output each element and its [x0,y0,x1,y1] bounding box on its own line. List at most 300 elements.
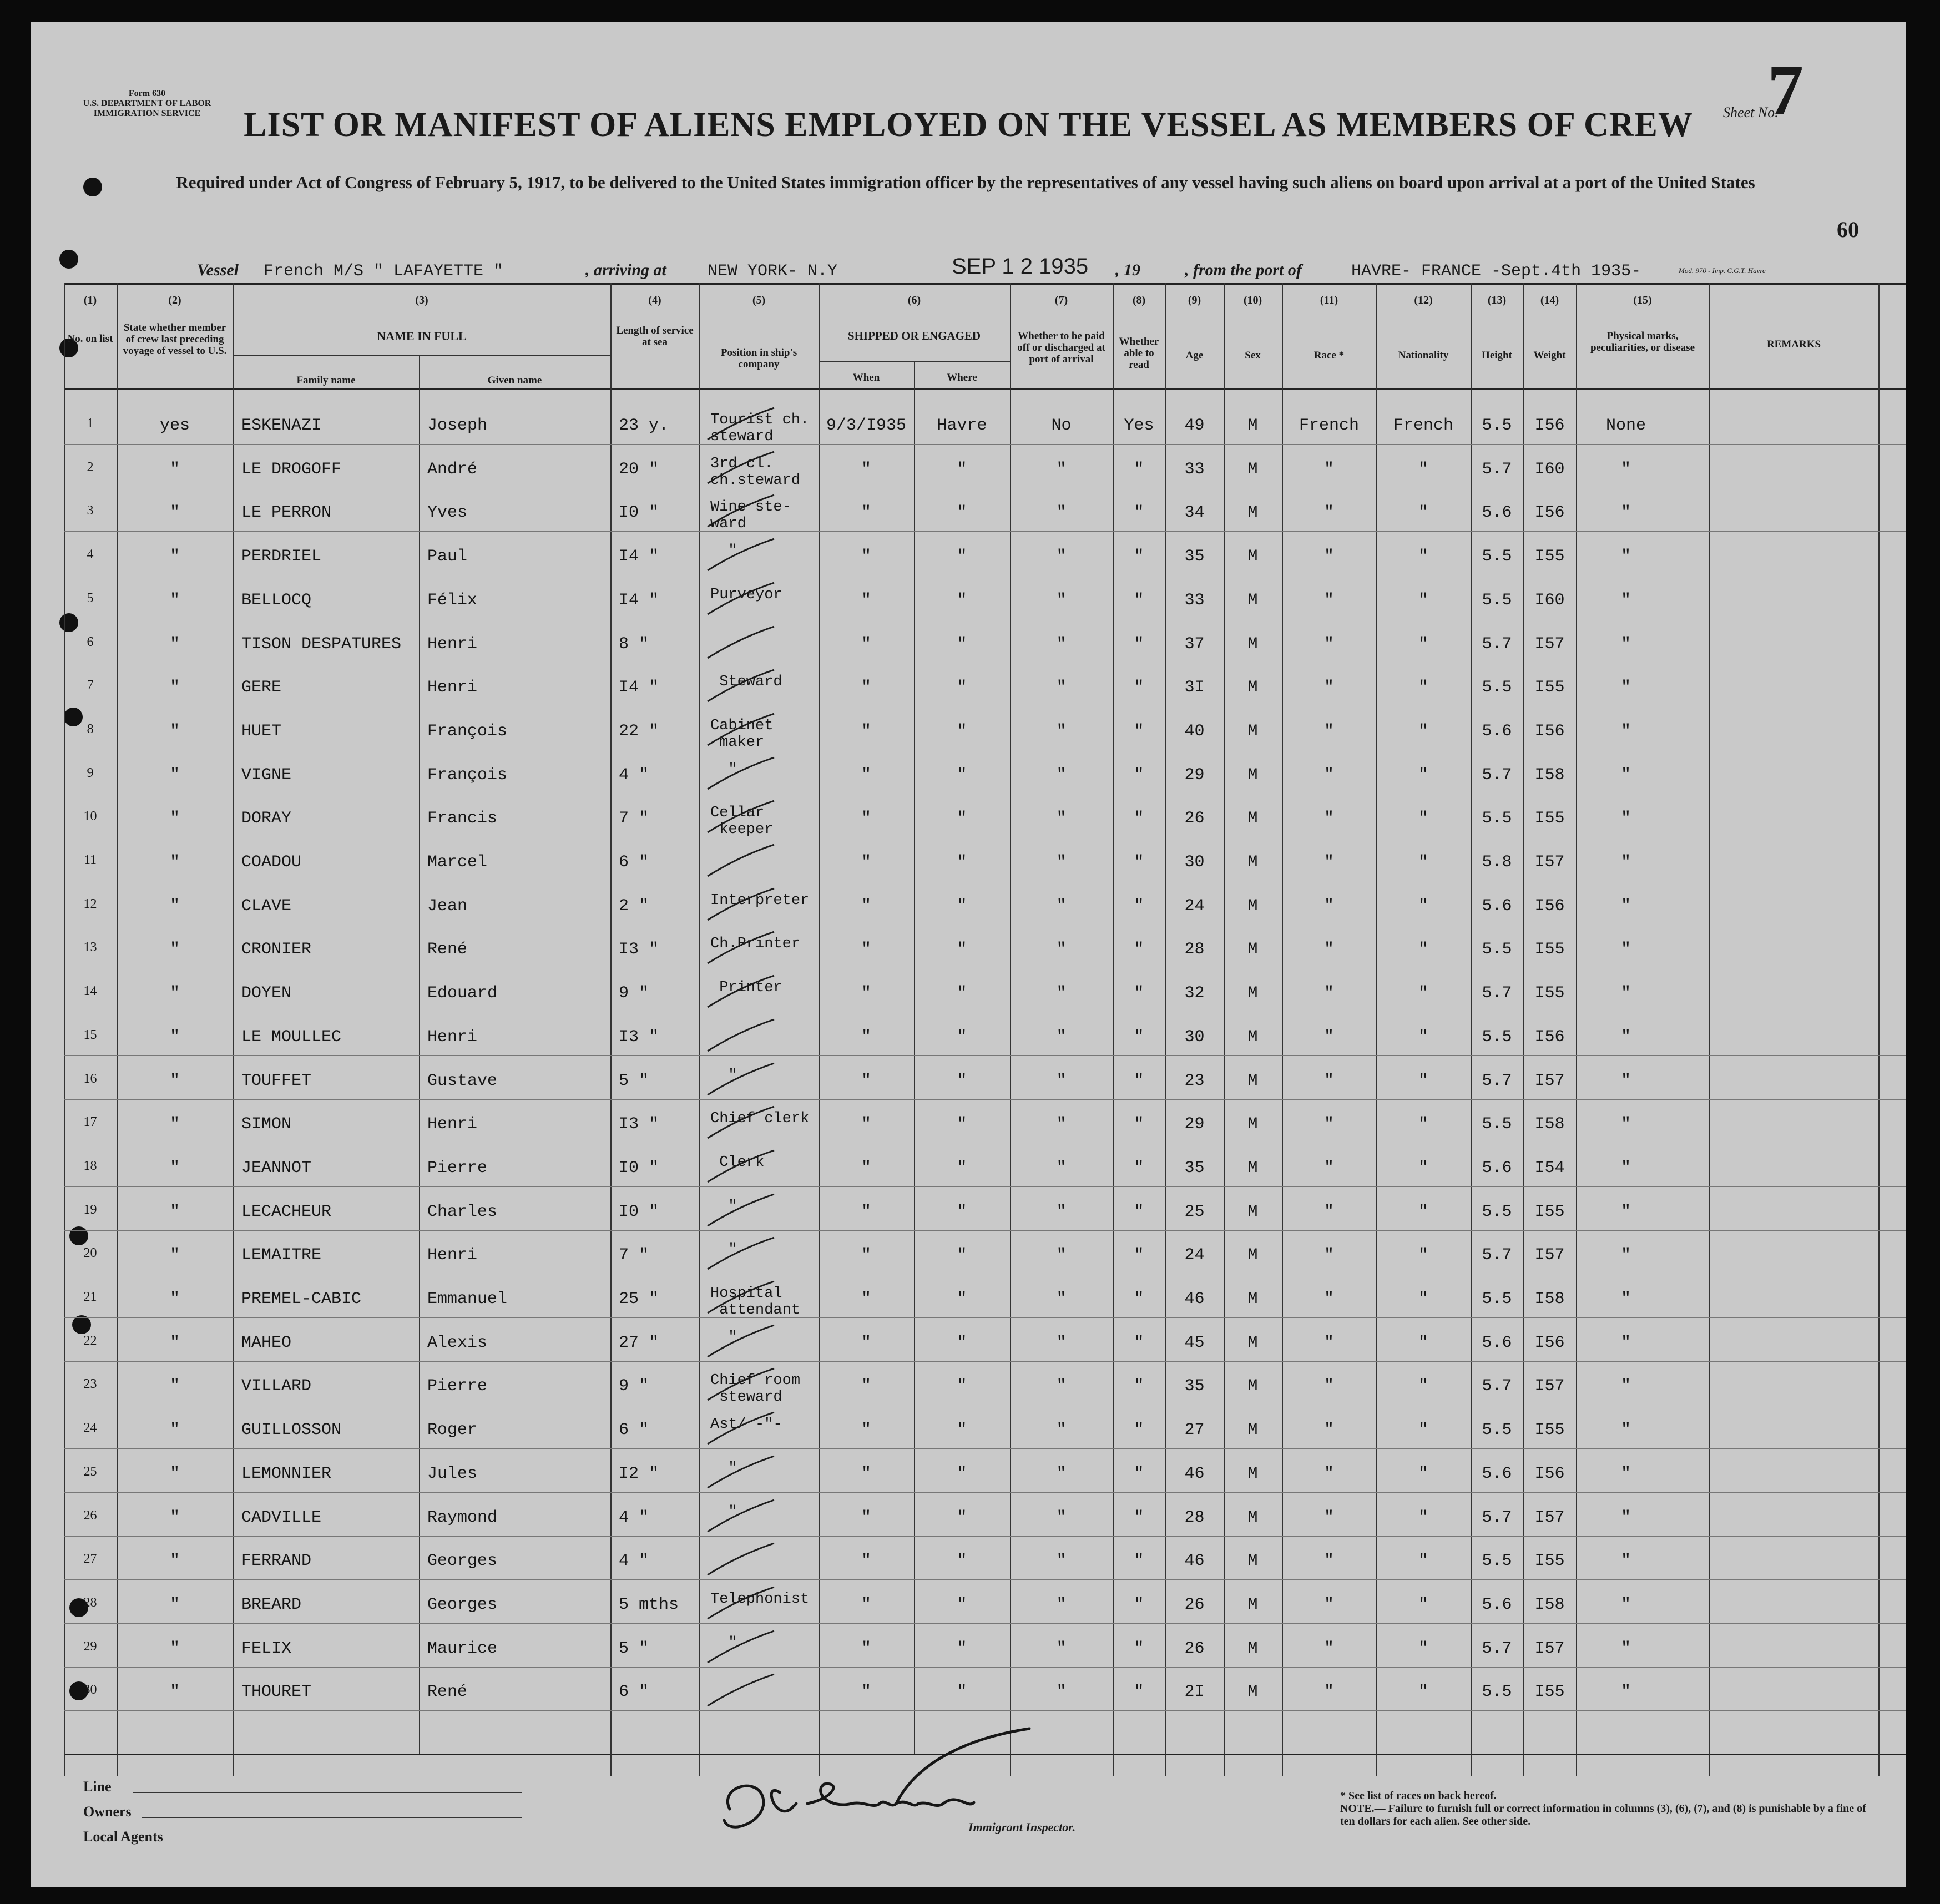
grid-line [699,283,700,1776]
paid-off-cell: " [1056,940,1067,959]
weight-cell: I56 [1534,1027,1565,1047]
race-cell: " [1323,940,1334,959]
service-length-cell: 2 " [619,896,649,916]
family-name-cell: LE MOULLEC [241,1027,342,1047]
nationality-cell: " [1418,1421,1428,1440]
col-header-read: Whether able to read [1119,336,1159,371]
age-cell: 46 [1184,1290,1205,1309]
weight-cell: I55 [1534,1552,1565,1571]
nationality-cell: " [1418,1639,1428,1658]
weight-cell: I56 [1534,1333,1565,1352]
sex-cell: M [1247,1552,1258,1571]
service-length-cell: I4 " [619,547,659,567]
check-mark-icon [705,842,777,881]
previous-voyage-cell: " [169,1639,180,1658]
row-number-cell: 16 [83,1071,97,1086]
nationality-cell: " [1418,1683,1428,1702]
shipped-where-cell: " [957,459,967,479]
row-rule [64,1055,1906,1056]
able-to-read-cell: " [1134,1595,1144,1614]
row-number-cell: 5 [87,590,94,605]
shipped-when-cell: " [861,896,871,916]
shipped-where-cell: " [957,1552,967,1571]
race-cell: " [1323,1202,1334,1221]
race-cell: " [1323,590,1334,610]
sex-cell: M [1247,940,1258,959]
service-length-cell: 4 " [619,1508,649,1527]
height-cell: 5.6 [1482,1595,1512,1614]
position-cell: Chief room steward [710,1372,801,1406]
nationality-cell: " [1418,765,1428,785]
paid-off-cell: " [1056,1639,1067,1658]
given-name-cell: Henri [427,1246,478,1265]
service-length-cell: 27 " [619,1333,659,1352]
col-header-nationality: Nationality [1398,350,1449,361]
grid-line [610,283,612,1776]
sex-cell: M [1247,1464,1258,1483]
height-cell: 5.5 [1482,590,1512,610]
shipped-where-cell: " [957,1421,967,1440]
race-note: * See list of races on back hereof. [1340,1790,1497,1802]
nationality-cell: " [1418,1290,1428,1309]
shipped-where-cell: " [957,678,967,698]
age-cell: 24 [1184,896,1205,916]
nationality-cell: " [1418,809,1428,829]
paid-off-cell: " [1056,1158,1067,1178]
physical-marks-cell: " [1620,1246,1631,1265]
paid-off-cell: " [1056,547,1067,567]
physical-marks-cell: " [1620,1027,1631,1047]
able-to-read-cell: " [1134,896,1144,916]
grid-line [1709,283,1710,1776]
manifest-sheet [31,22,1906,1887]
age-cell: 33 [1184,459,1205,479]
able-to-read-cell: " [1134,1158,1144,1178]
shipped-where-cell: " [957,1377,967,1396]
shipped-when-cell: " [861,1464,871,1483]
service-length-cell: 20 " [619,459,659,479]
given-name-cell: Joseph [427,416,488,435]
sex-cell: M [1247,459,1258,479]
race-cell: " [1323,1071,1334,1090]
shipped-where-cell: " [957,721,967,741]
service-length-cell: 5 " [619,1071,649,1090]
race-cell: " [1323,1639,1334,1658]
race-cell: " [1323,1595,1334,1614]
col-header-height: Height [1482,350,1512,361]
age-cell: 35 [1184,1377,1205,1396]
shipped-where-cell: " [957,1071,967,1090]
check-mark-icon [705,755,777,794]
physical-marks-cell: " [1620,503,1631,523]
col-header-paid-off: Whether to be paid off or discharged at port of arrival [1017,330,1105,365]
shipped-when-cell: " [861,547,871,567]
service-length-cell: 6 " [619,853,649,872]
shipped-where-cell: " [957,1683,967,1702]
shipped-when-cell: " [861,1246,871,1265]
col-header-sex: Sex [1245,350,1261,361]
penalty-note: NOTE.— Failure to furnish full or correct information in columns (3), (6), (7), and (8) is punishable by a fine of ten dollars for each alien. See other side. [1340,1802,1866,1827]
race-cell: " [1323,853,1334,872]
weight-cell: I55 [1534,809,1565,829]
nationality-cell: " [1418,1202,1428,1221]
check-mark-icon [705,1671,777,1710]
shipped-where-cell: " [957,590,967,610]
weight-cell: I55 [1534,547,1565,567]
position-cell: Ch.Printer [710,936,801,953]
shipped-when-cell: " [861,984,871,1003]
row-rule [64,1099,1906,1100]
weight-cell: I56 [1534,1464,1565,1483]
physical-marks-cell: " [1620,459,1631,479]
nationality-cell: " [1418,1071,1428,1090]
check-mark-icon [705,1191,777,1230]
shipped-where-cell: " [957,1333,967,1352]
shipped-where-cell: " [957,547,967,567]
previous-voyage-cell: " [169,678,180,698]
race-cell: French [1299,416,1360,435]
paid-off-cell: " [1056,896,1067,916]
shipped-when-cell: " [861,809,871,829]
row-rule [64,1448,1906,1449]
row-number-cell: 13 [83,940,97,955]
col-header-given-name: Given name [487,375,542,386]
sex-cell: M [1247,1071,1258,1090]
previous-voyage-cell: " [169,721,180,741]
race-cell: " [1323,1158,1334,1178]
given-name-cell: Alexis [427,1333,488,1352]
sex-cell: M [1247,1158,1258,1178]
previous-voyage-cell: " [169,984,180,1003]
punch-hole [59,250,78,269]
shipped-when-cell: " [861,853,871,872]
col-number: (4) [648,294,661,306]
given-name-cell: Charles [427,1202,498,1221]
table-top-rule [64,283,1906,285]
col-header-shipped: SHIPPED OR ENGAGED [847,329,981,342]
height-cell: 5.5 [1482,1290,1512,1309]
weight-cell: I58 [1534,1115,1565,1134]
given-name-cell: Francis [427,809,498,829]
family-name-cell: DOYEN [241,984,292,1003]
page-subtitle: Required under Act of Congress of February 5, 1917, to be delivered to the United States immigration officer by the representatives of any vessel having such aliens on board upon arrival at a port of the United States [176,173,1755,192]
physical-marks-cell: " [1620,1639,1631,1658]
sex-cell: M [1247,1683,1258,1702]
grid-line [233,283,234,1776]
shipped-when-cell: " [861,1027,871,1047]
age-cell: 46 [1184,1464,1205,1483]
able-to-read-cell: " [1134,678,1144,698]
given-name-cell: Emmanuel [427,1290,508,1309]
sex-cell: M [1247,1421,1258,1440]
family-name-cell: GUILLOSSON [241,1421,342,1440]
sex-cell: M [1247,1290,1258,1309]
age-cell: 29 [1184,1115,1205,1134]
position-cell: 3rd cl. ch.steward [710,455,801,489]
age-cell: 45 [1184,1333,1205,1352]
check-mark-icon [705,1410,777,1448]
given-name-cell: Henri [427,1115,478,1134]
nationality-cell: " [1418,1027,1428,1047]
service-length-cell: 4 " [619,1552,649,1571]
nationality-cell: French [1393,416,1454,435]
family-name-cell: BELLOCQ [241,590,312,610]
row-rule [64,1230,1906,1231]
position-cell: " [710,1198,737,1215]
col-number: (14) [1540,294,1559,306]
nationality-cell: " [1418,1115,1428,1134]
shipped-where-cell: " [957,896,967,916]
shipped-where-cell: " [957,1158,967,1178]
height-cell: 5.6 [1482,721,1512,741]
weight-cell: I57 [1534,1246,1565,1265]
grid-line [914,361,915,1754]
previous-voyage-cell: yes [159,416,190,435]
family-name-cell: LE DROGOFF [241,459,342,479]
previous-voyage-cell: " [169,1333,180,1352]
shipped-where-cell: " [957,1027,967,1047]
arriving-port: NEW YORK- N.Y [708,262,838,281]
position-cell: " [710,1634,737,1652]
able-to-read-cell: " [1134,1639,1144,1658]
position-cell: Chief clerk [710,1110,810,1128]
service-length-cell: 6 " [619,1683,649,1702]
paid-off-cell: " [1056,590,1067,610]
able-to-read-cell: " [1134,1552,1144,1571]
given-name-cell: Maurice [427,1639,498,1658]
family-name-cell: SIMON [241,1115,292,1134]
given-name-cell: Jules [427,1464,478,1483]
paid-off-cell: " [1056,634,1067,654]
sex-cell: M [1247,590,1258,610]
check-mark-icon [705,929,777,968]
paid-off-cell: " [1056,984,1067,1003]
col-header-when: When [852,372,880,383]
physical-marks-cell: " [1620,634,1631,654]
row-number-cell: 23 [83,1377,97,1392]
previous-voyage-cell: " [169,1027,180,1047]
position-cell: Tourist ch. steward [710,412,810,445]
physical-marks-cell: " [1620,1421,1631,1440]
vessel-name: French M/S " LAFAYETTE " [264,262,504,281]
height-cell: 5.5 [1482,1115,1512,1134]
previous-voyage-cell: " [169,1202,180,1221]
age-cell: 27 [1184,1421,1205,1440]
row-number-cell: 4 [87,547,94,562]
physical-marks-cell: " [1620,1377,1631,1396]
position-cell: " [710,1329,737,1346]
previous-voyage-cell: " [169,809,180,829]
check-mark-icon [705,1235,777,1274]
family-name-cell: ESKENAZI [241,416,322,435]
race-cell: " [1323,809,1334,829]
col-number: (10) [1243,294,1262,306]
previous-voyage-cell: " [169,940,180,959]
sex-cell: M [1247,678,1258,698]
check-mark-icon [705,1497,777,1536]
given-name-cell: Félix [427,590,478,610]
paid-off-cell: " [1056,809,1067,829]
given-name-cell: Marcel [427,853,488,872]
able-to-read-cell: " [1134,809,1144,829]
race-cell: " [1323,896,1334,916]
physical-marks-cell: None [1605,416,1646,435]
from-port: HAVRE- FRANCE -Sept.4th 1935- [1351,262,1641,281]
paid-off-cell: " [1056,1333,1067,1352]
height-cell: 5.7 [1482,984,1512,1003]
from-port-label: , from the port of [1185,261,1302,279]
family-name-cell: VILLARD [241,1377,312,1396]
weight-cell: I55 [1534,1683,1565,1702]
height-cell: 5.5 [1482,1421,1512,1440]
shipped-when-cell: " [861,1377,871,1396]
physical-marks-cell: " [1620,1071,1631,1090]
race-cell: " [1323,984,1334,1003]
race-cell: " [1323,547,1334,567]
shipped-when-cell: " [861,1115,871,1134]
col-header-where: Where [947,372,977,383]
check-mark-icon [705,973,777,1012]
height-cell: 5.7 [1482,634,1512,654]
nationality-cell: " [1418,896,1428,916]
row-number-cell: 14 [83,984,97,999]
paid-off-cell: " [1056,459,1067,479]
family-name-cell: LEMAITRE [241,1246,322,1265]
check-mark-icon [705,1366,777,1405]
able-to-read-cell: " [1134,1290,1144,1309]
given-name-cell: Georges [427,1552,498,1571]
height-cell: 5.6 [1482,1158,1512,1178]
sex-cell: M [1247,1115,1258,1134]
given-name-cell: Pierre [427,1377,488,1396]
able-to-read-cell: " [1134,940,1144,959]
row-number-cell: 15 [83,1027,97,1042]
given-name-cell: René [427,940,468,959]
family-name-cell: MAHEO [241,1333,292,1352]
able-to-read-cell: " [1134,1421,1144,1440]
physical-marks-cell: " [1620,1158,1631,1178]
footer-agents-label: Local Agents [83,1829,163,1845]
line-field [133,1792,522,1793]
height-cell: 5.5 [1482,547,1512,567]
age-cell: 25 [1184,1202,1205,1221]
paid-off-cell: " [1056,1115,1067,1134]
race-cell: " [1323,1115,1334,1134]
previous-voyage-cell: " [169,1290,180,1309]
family-name-cell: THOURET [241,1683,312,1702]
previous-voyage-cell: " [169,547,180,567]
weight-cell: I55 [1534,1421,1565,1440]
row-rule [64,1186,1906,1187]
age-cell: 30 [1184,853,1205,872]
able-to-read-cell: Yes [1124,416,1154,435]
sex-cell: M [1247,1333,1258,1352]
check-mark-icon [705,1628,777,1667]
punch-hole [69,1226,88,1245]
row-number-cell: 27 [83,1552,97,1567]
weight-cell: I55 [1534,678,1565,698]
row-number-cell: 25 [83,1464,97,1479]
check-mark-icon [705,405,777,444]
height-cell: 5.5 [1482,416,1512,435]
footer-line-label: Line [83,1779,112,1795]
nationality-cell: " [1418,1158,1428,1178]
height-cell: 5.7 [1482,1639,1512,1658]
service-length-cell: 25 " [619,1290,659,1309]
shipped-where-cell: " [957,1508,967,1527]
family-name-cell: FELIX [241,1639,292,1658]
nationality-cell: " [1418,853,1428,872]
family-name-cell: DORAY [241,809,292,829]
service-length-cell: I0 " [619,503,659,523]
family-name-cell: CADVILLE [241,1508,322,1527]
nationality-cell: " [1418,678,1428,698]
check-mark-icon [705,1060,777,1099]
physical-marks-cell: " [1620,853,1631,872]
age-cell: 26 [1184,809,1205,829]
sex-cell: M [1247,634,1258,654]
previous-voyage-cell: " [169,1508,180,1527]
row-rule [64,1667,1906,1668]
nationality-cell: " [1418,1377,1428,1396]
row-rule [64,1623,1906,1624]
able-to-read-cell: " [1134,1377,1144,1396]
col-header-name: NAME IN FULL [377,329,467,343]
shipped-when-cell: " [861,1508,871,1527]
family-name-cell: CLAVE [241,896,292,916]
previous-voyage-cell: " [169,634,180,654]
given-name-cell: Henri [427,634,478,654]
owners-field [142,1817,522,1818]
race-cell: " [1323,1246,1334,1265]
sex-cell: M [1247,1595,1258,1614]
nationality-cell: " [1418,547,1428,567]
vessel-label: Vessel [197,261,239,279]
age-cell: 23 [1184,1071,1205,1090]
age-cell: 28 [1184,1508,1205,1527]
able-to-read-cell: " [1134,1071,1144,1090]
previous-voyage-cell: " [169,853,180,872]
nationality-cell: " [1418,1464,1428,1483]
height-cell: 5.7 [1482,1508,1512,1527]
shipped-subheader-rule [819,361,1010,362]
paid-off-cell: " [1056,1290,1067,1309]
family-name-cell: LEMONNIER [241,1464,332,1483]
able-to-read-cell: " [1134,634,1144,654]
nationality-cell: " [1418,940,1428,959]
row-rule [64,1317,1906,1318]
height-cell: 5.7 [1482,1377,1512,1396]
sex-cell: M [1247,1377,1258,1396]
nationality-cell: " [1418,503,1428,523]
height-cell: 5.5 [1482,1027,1512,1047]
weight-cell: I58 [1534,1290,1565,1309]
race-cell: " [1323,1683,1334,1702]
shipped-when-cell: " [861,765,871,785]
inspector-label: Immigrant Inspector. [968,1820,1076,1834]
age-cell: 49 [1184,416,1205,435]
check-mark-icon [705,1017,777,1055]
paid-off-cell: " [1056,1027,1067,1047]
position-cell: Telephonist [710,1590,810,1608]
weight-cell: I54 [1534,1158,1565,1178]
given-name-cell: Paul [427,547,468,567]
physical-marks-cell: " [1620,1683,1631,1702]
col-number: (6) [907,294,921,306]
nationality-cell: " [1418,590,1428,610]
arriving-label: , arriving at [585,261,666,279]
name-subheader-rule [233,355,610,356]
